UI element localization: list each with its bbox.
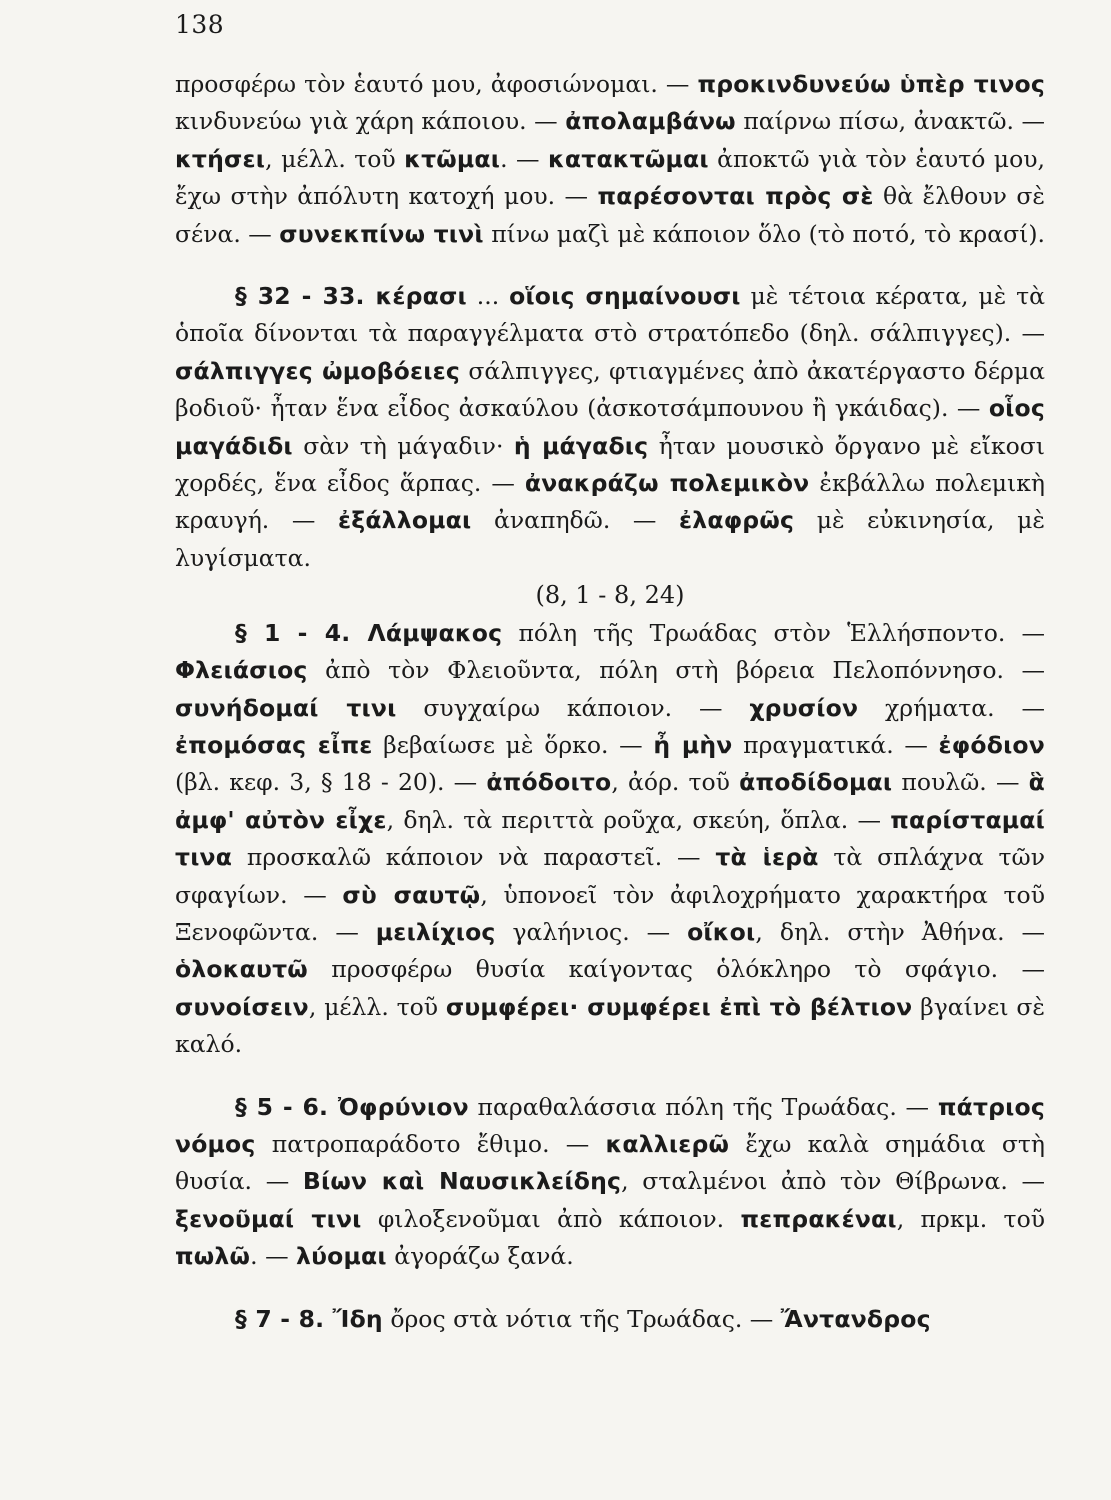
gloss: ἀναπηδῶ. —	[471, 506, 680, 535]
lemma: ἐφόδιον	[938, 730, 1045, 759]
gloss: . —	[500, 144, 548, 173]
gloss: προσφέρω θυσία καίγοντας ὁλόκληρο τὸ σφάγιο. —	[307, 955, 1045, 984]
lemma: κτήσει	[175, 144, 266, 173]
lemma: πάτριος νόμος	[175, 1092, 1046, 1158]
gloss: , σταλμένοι ἀπὸ τὸν Θίβρωνα. —	[621, 1167, 1045, 1196]
lemma: τὰ ἱερὰ	[715, 843, 819, 872]
gloss: βγαίνει σὲ καλό.	[175, 992, 1045, 1059]
gloss: μὲ τέτοια κέρατα, μὲ τὰ ὁποῖα δίνονται τὰ παραγγέλματα στὸ στρατόπεδο (δηλ. σάλπιγγες). —	[175, 282, 1045, 348]
lemma: § 7 - 8. Ἴδη	[235, 1304, 383, 1333]
gloss: πατροπαράδοτο ἔθιμο. —	[255, 1129, 606, 1158]
lemma: § 5 - 6. Ὀφρύνιον	[235, 1092, 469, 1121]
lemma: Ἄντανδρος	[780, 1304, 931, 1333]
gloss: ἔχω καλὰ σημάδια στὴ θυσία. —	[175, 1129, 1045, 1196]
lemma: σὺ σαυτῷ	[342, 880, 481, 909]
gloss: προσφέρω τὸν ἑαυτό μου, ἀφοσιώνομαι. —	[175, 70, 698, 98]
gloss: παίρνω πίσω, ἀνακτῶ. —	[735, 107, 1046, 136]
gloss: βεβαίωσε μὲ ὅρκο. —	[372, 730, 654, 759]
gloss: , μέλλ. τοῦ	[308, 992, 446, 1021]
gloss: , ἀόρ. τοῦ	[611, 768, 740, 797]
gloss: , πρκμ. τοῦ	[896, 1204, 1045, 1233]
gloss: , μέλλ. τοῦ	[265, 144, 405, 173]
lemma: κατακτῶμαι	[548, 144, 709, 173]
gloss: (8, 1 - 8, 24)	[535, 581, 685, 610]
gloss: , ὑπονοεῖ τὸν ἀφιλοχρήματο χαρακτήρα τοῦ Ξενοφῶντα. —	[175, 880, 1045, 946]
lemma: ὁλοκαυτῶ	[175, 955, 308, 984]
lemma: § 32 - 33. κέρασι	[235, 282, 467, 311]
lemma: λύομαι	[296, 1242, 387, 1271]
lemma: χρυσίον	[749, 693, 859, 722]
gloss: ἦταν μουσικὸ ὄργανο μὲ εἴκοσι χορδές, ἕνα εἶδος ἅρπας. —	[175, 431, 1045, 498]
gloss: , δηλ. στὴν Ἀθήνα. —	[755, 917, 1045, 946]
gloss: πίνω μαζὶ μὲ κάποιον ὅλο (τὸ ποτό, τὸ κρασί).	[483, 219, 1045, 248]
gloss: ...	[466, 282, 510, 311]
gloss: συγχαίρω κάποιον. —	[396, 693, 750, 722]
lemma: πωλῶ	[175, 1242, 251, 1271]
paragraph	[175, 1301, 1045, 1338]
gloss: χρήματα. —	[858, 693, 1045, 722]
section-reference	[175, 577, 1045, 614]
lemma: παρέσονται πρὸς σὲ	[597, 182, 874, 211]
paragraph	[175, 1089, 1045, 1276]
lemma: ξενοῦμαί τινι	[175, 1204, 362, 1233]
gloss: ἀγοράζω ξανά.	[386, 1242, 574, 1271]
lemma: παρίσταμαί τινα	[175, 805, 1045, 872]
lemma: οἷος μαγάδιδι	[175, 394, 1045, 460]
lemma: συνήδομαί τινι	[175, 693, 397, 722]
lemma: οἴκοι	[687, 917, 756, 946]
gloss: κινδυνεύω γιὰ χάρη κάποιου. —	[175, 107, 566, 136]
gloss: πόλη τῆς Τρωάδας στὸν Ἑλλήσποντο. —	[502, 618, 1045, 647]
gloss: , δηλ. τὰ περιττὰ ροῦχα, σκεύη, ὅπλα. —	[386, 805, 891, 834]
paragraph	[175, 615, 1045, 1064]
lemma: οἵοις σημαίνουσι	[509, 282, 741, 311]
lemma: καλλιερῶ	[605, 1129, 730, 1158]
lemma: Βίων καὶ Ναυσικλείδης	[302, 1167, 622, 1196]
lemma: ἐξάλλομαι	[337, 506, 472, 535]
lemma: μειλίχιος	[375, 917, 496, 946]
gloss: σὰν τὴ μάγαδιν·	[292, 431, 514, 460]
lemma: ἀποδίδομαι	[739, 768, 893, 797]
lemma: συνοίσειν	[175, 992, 309, 1021]
lemma: ἀνακράζω πολεμικὸν	[524, 469, 810, 498]
gloss: . —	[250, 1242, 297, 1271]
gloss: γαλήνιος. —	[495, 917, 688, 946]
gloss: θὰ ἔλθουν σὲ σένα. —	[175, 182, 1045, 248]
lemma: ἡ μάγαδις	[513, 431, 649, 460]
gloss: φιλοξενοῦμαι ἀπὸ κάποιον.	[361, 1204, 741, 1233]
gloss: πουλῶ. —	[892, 768, 1029, 797]
gloss: ἐκβάλλω πολεμικὴ κραυγή. —	[175, 469, 1045, 535]
lemma: ἀπολαμβάνω	[565, 107, 736, 136]
lemma: πεπρακέναι	[740, 1204, 897, 1233]
page-number: 138	[175, 10, 225, 39]
lemma: ἀπόδοιτο	[486, 768, 612, 797]
lemma: συνεκπίνω τινὶ	[279, 219, 484, 248]
paragraph	[175, 66, 1045, 253]
lemma: ἐλαφρῶς	[679, 506, 795, 535]
lemma: κτῶμαι	[404, 144, 501, 173]
lemma: προκινδυνεύω ὑπὲρ τινος	[697, 70, 1045, 98]
gloss: ὄρος στὰ νότια τῆς Τρωάδας. —	[382, 1304, 781, 1333]
gloss: σάλπιγγες, φτιαγμένες ἀπὸ ἀκατέργαστο δέρμα βοδιοῦ· ἦταν ἕνα εἶδος ἀσκαύλου (ἀσκοτσάμπουνου ἢ γκάιδας). —	[175, 356, 1045, 423]
gloss: προσκαλῶ κάποιον νὰ παραστεῖ. —	[232, 843, 716, 872]
lemma: ἦ μὴν	[653, 730, 733, 759]
gloss: μὲ εὐκινησία, μὲ λυγίσματα.	[175, 506, 1045, 572]
gloss: παραθαλάσσια πόλη τῆς Τρωάδας. —	[468, 1092, 938, 1121]
gloss: ἀποκτῶ γιὰ τὸν ἑαυτό μου, ἔχω στὴν ἀπόλυτη κατοχή μου. —	[175, 144, 1045, 211]
lemma: συμφέρει· συμφέρει ἐπὶ τὸ βέλτιον	[445, 992, 913, 1021]
lemma: Φλειάσιος	[175, 656, 308, 685]
gloss: τὰ σπλάχνα τῶν σφαγίων. —	[175, 843, 1045, 909]
lemma: σάλπιγγες ὠμοβόειες	[175, 356, 461, 385]
gloss: ἀπὸ τὸν Φλειοῦντα, πόλη στὴ βόρεια Πελοπόννησο. —	[307, 656, 1045, 685]
lemma: § 1 - 4. Λάμψακος	[235, 618, 503, 647]
gloss: πραγματικά. —	[732, 730, 939, 759]
paragraph	[175, 278, 1045, 577]
lemma: ἐπομόσας εἶπε	[175, 730, 373, 759]
lemma: ἃ ἀμφ' αὐτὸν εἶχε	[175, 768, 1045, 834]
body-text	[175, 66, 1045, 1338]
gloss: (βλ. κεφ. 3, § 18 - 20). —	[175, 768, 487, 797]
